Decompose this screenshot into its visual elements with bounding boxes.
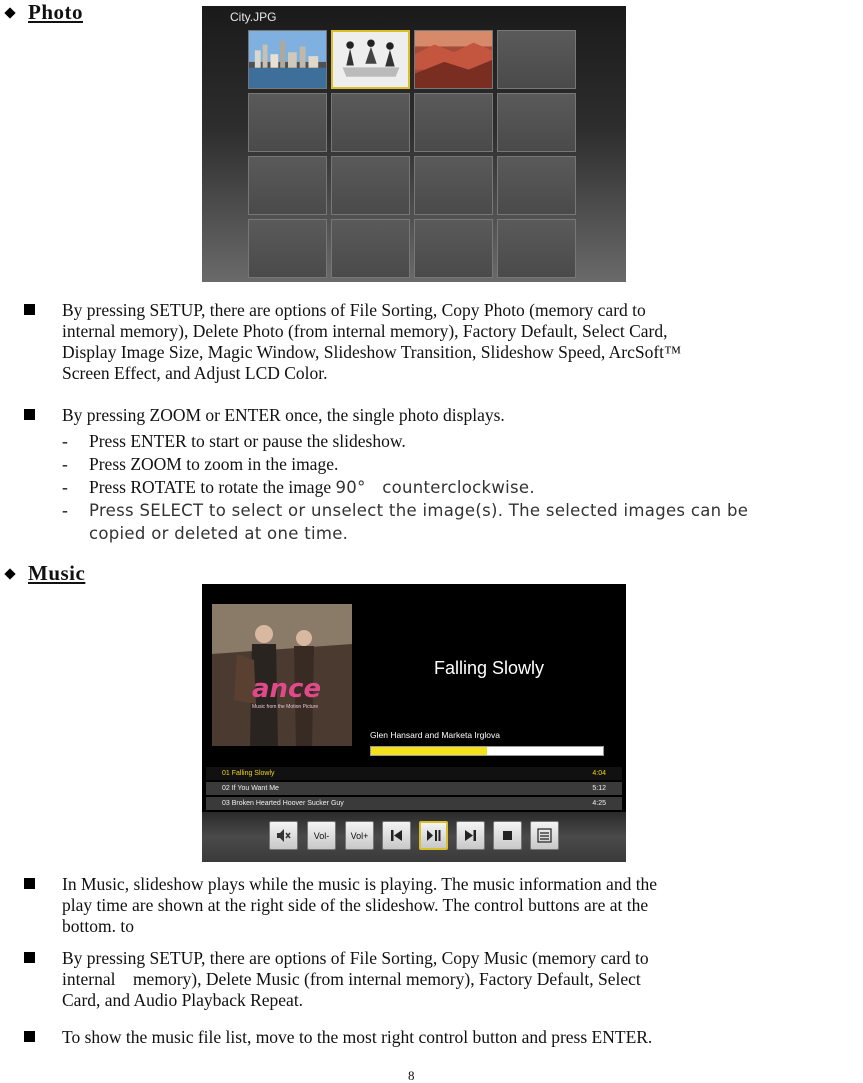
playback-progress-bar	[370, 746, 604, 756]
dash-marker: -	[62, 454, 68, 474]
track-row[interactable]	[206, 797, 622, 810]
paragraph-line: internal memory), Delete Music (from internal memory), Factory Default, Select	[62, 969, 641, 989]
paragraph-line: Screen Effect, and Adjust LCD Color.	[62, 363, 328, 383]
album-art	[212, 604, 352, 746]
track-time: 5:12	[592, 785, 606, 792]
sub-item-text: Press ROTATE to rotate the image	[89, 477, 336, 497]
control-bar	[202, 812, 626, 862]
thumbnail-empty[interactable]	[331, 219, 410, 278]
photo-sub-items	[62, 430, 748, 545]
track-name: 02 If You Want Me	[222, 785, 279, 792]
square-bullet-icon	[24, 1031, 35, 1042]
progress-fill	[371, 747, 487, 755]
music-player-screenshot	[202, 584, 626, 862]
paragraph-line: internal memory), Delete Photo (from internal memory), Factory Default, Select Card,	[62, 321, 668, 341]
playlist	[206, 767, 622, 812]
stop-icon	[499, 827, 516, 844]
skip-next-icon	[462, 827, 479, 844]
list-icon	[536, 827, 553, 844]
play-pause-icon	[425, 827, 442, 844]
previous-button[interactable]	[382, 821, 411, 850]
paragraph-line: Display Image Size, Magic Window, Slideshow Transition, Slideshow Speed, ArcSoft™	[62, 342, 682, 362]
sub-item-text-extra: 90° counterclockwise.	[335, 478, 535, 497]
album-logo: ance	[252, 674, 322, 704]
paragraph-line: To show the music file list, move to the most right control button and press ENTER.	[62, 1027, 653, 1047]
sub-item-text: Press SELECT to select or unselect the image(s). The selected images can be	[89, 501, 749, 520]
paragraph-line: In Music, slideshow plays while the music is playing. The music information and the	[62, 874, 658, 894]
music-setup-paragraph	[24, 948, 649, 1011]
play-pause-button[interactable]	[419, 821, 448, 850]
photo-section-title: Photo	[28, 0, 83, 24]
page-number: 8	[408, 1068, 415, 1083]
photo-browser-screenshot	[202, 6, 626, 282]
mute-button[interactable]	[269, 821, 298, 850]
sub-item-continuation	[62, 522, 748, 545]
music-info-paragraph	[24, 874, 657, 937]
track-row[interactable]	[206, 782, 622, 795]
sub-item	[62, 453, 748, 476]
dash-marker: -	[62, 500, 68, 520]
volume-up-button[interactable]	[345, 821, 374, 850]
artist-name: Glen Hansard and Marketa Irglova	[370, 730, 500, 740]
music-section-title: Music	[28, 561, 86, 585]
diamond-bullet-icon	[4, 568, 15, 579]
paragraph-line: Card, and Audio Playback Repeat.	[62, 990, 304, 1010]
next-button[interactable]	[456, 821, 485, 850]
dash-marker: -	[62, 477, 68, 497]
photo-section-heading	[6, 0, 83, 25]
thumbnail-empty[interactable]	[497, 30, 576, 89]
photo-zoom-paragraph	[24, 405, 505, 426]
speaker-mute-icon	[275, 827, 292, 844]
thumbnail-empty[interactable]	[331, 93, 410, 152]
paragraph-line: bottom. to	[62, 916, 134, 936]
thumbnail-grid	[248, 30, 576, 278]
thumbnail-empty[interactable]	[248, 93, 327, 152]
paragraph-line: play time are shown at the right side of the slideshow. The control buttons are at the	[62, 895, 649, 915]
thumbnail-dancers[interactable]	[331, 30, 410, 89]
paragraph-line: By pressing SETUP, there are options of File Sorting, Copy Music (memory card to	[62, 948, 649, 968]
song-title: Falling Slowly	[434, 658, 545, 678]
sub-item-text: Press ZOOM to zoom in the image.	[89, 454, 339, 474]
thumbnail-empty[interactable]	[248, 156, 327, 215]
dash-marker: -	[62, 431, 68, 451]
sub-item-text: Press ENTER to start or pause the slideshow.	[89, 431, 406, 451]
track-row[interactable]	[206, 767, 622, 780]
square-bullet-icon	[24, 304, 35, 315]
track-name: 03 Broken Hearted Hoover Sucker Guy	[222, 800, 344, 807]
thumbnail-empty[interactable]	[248, 219, 327, 278]
sub-item	[62, 499, 748, 522]
thumbnail-empty[interactable]	[414, 93, 493, 152]
thumbnail-empty[interactable]	[414, 219, 493, 278]
album-subtitle: Music from the Motion Picture	[252, 704, 319, 710]
photo-filename: City.JPG	[230, 10, 277, 24]
volume-down-button[interactable]	[307, 821, 336, 850]
thumbnail-empty[interactable]	[497, 219, 576, 278]
diamond-bullet-icon	[4, 7, 15, 18]
photo-setup-paragraph	[24, 300, 681, 384]
sub-item-text: copied or deleted at one time.	[89, 524, 349, 543]
music-list-paragraph	[24, 1027, 652, 1048]
paragraph-line: By pressing SETUP, there are options of File Sorting, Copy Photo (memory card to	[62, 300, 646, 320]
volume-down-label: Vol-	[313, 830, 330, 841]
volume-up-label: Vol+	[350, 830, 369, 841]
thumbnail-city[interactable]	[248, 30, 327, 89]
thumbnail-empty[interactable]	[497, 156, 576, 215]
sub-item	[62, 430, 748, 453]
skip-previous-icon	[388, 827, 405, 844]
square-bullet-icon	[24, 952, 35, 963]
track-time: 4:25	[592, 800, 606, 807]
paragraph-line: By pressing ZOOM or ENTER once, the single photo displays.	[62, 405, 505, 425]
sub-item	[62, 476, 748, 499]
music-section-heading	[6, 561, 85, 586]
thumbnail-canyon[interactable]	[414, 30, 493, 89]
file-list-button[interactable]	[530, 821, 559, 850]
thumbnail-empty[interactable]	[497, 93, 576, 152]
thumbnail-empty[interactable]	[331, 156, 410, 215]
thumbnail-empty[interactable]	[414, 156, 493, 215]
track-time: 4:04	[592, 770, 606, 777]
track-name: 01 Falling Slowly	[222, 770, 275, 777]
square-bullet-icon	[24, 878, 35, 889]
stop-button[interactable]	[493, 821, 522, 850]
square-bullet-icon	[24, 409, 35, 420]
